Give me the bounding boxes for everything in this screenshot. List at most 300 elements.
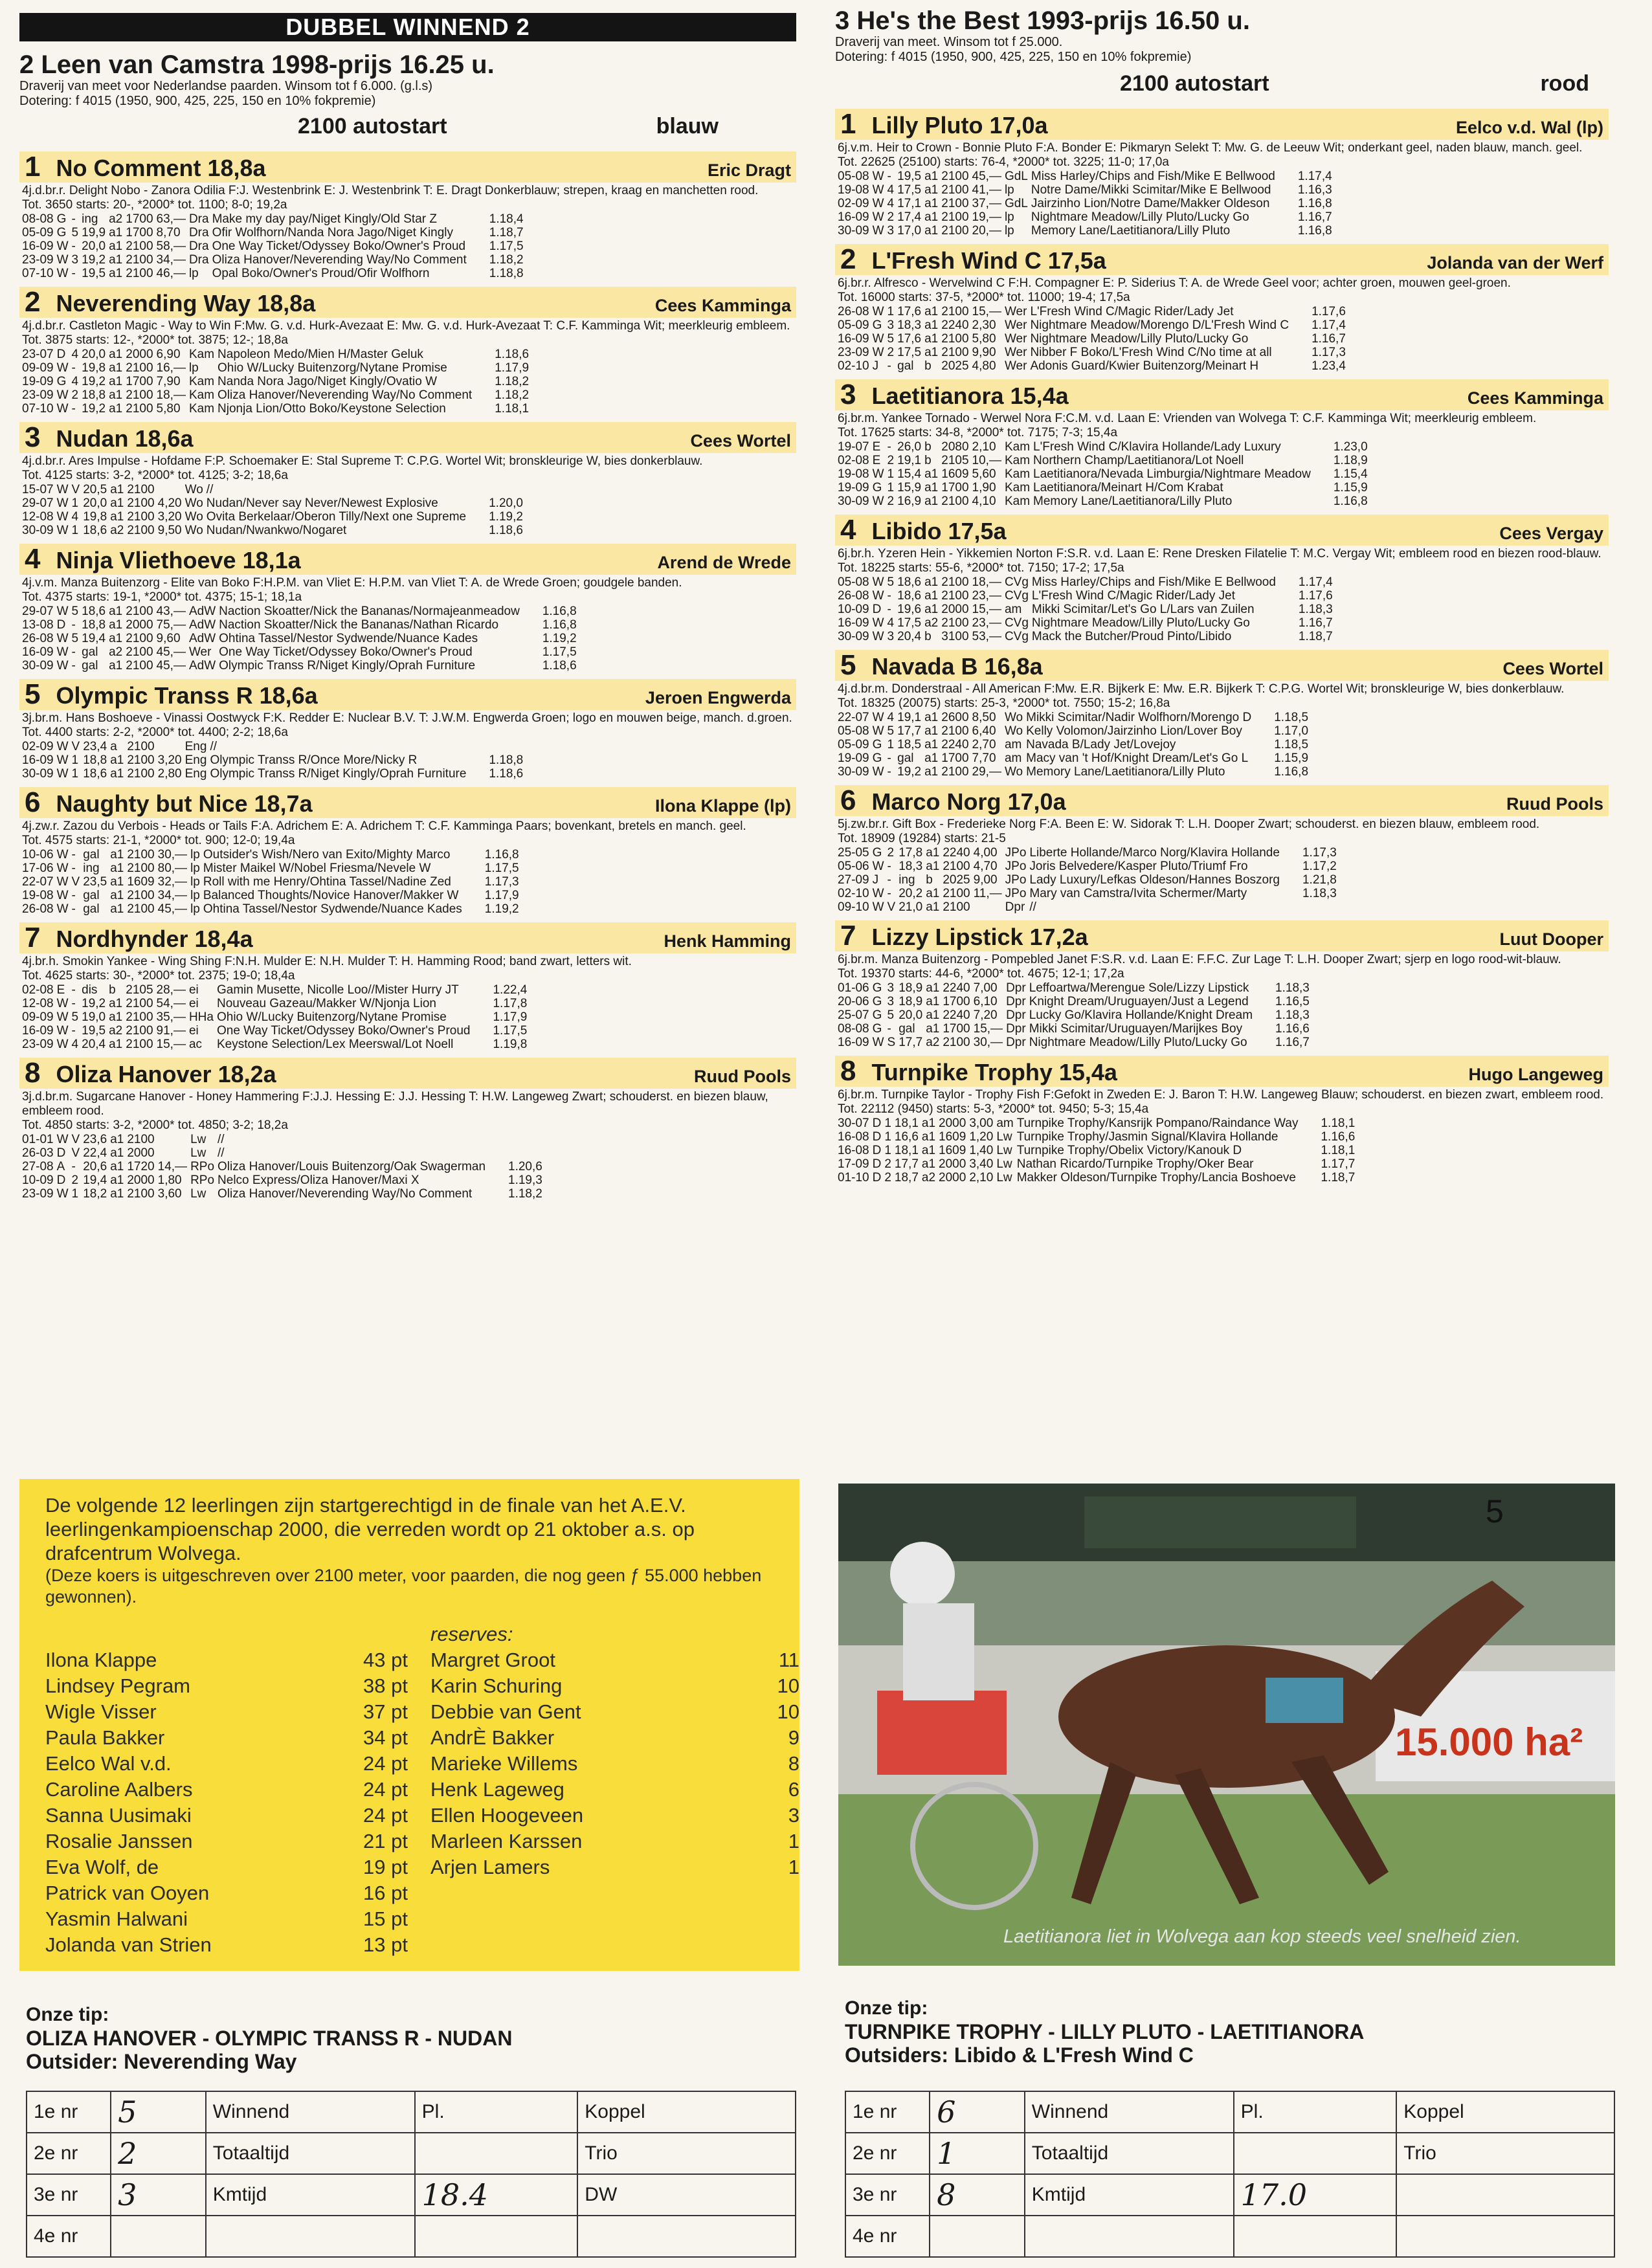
result-cell: 53,— <box>972 630 1001 643</box>
result-cell: Ofir Wolfhorn/Nanda Nora Jago/Niget Kingly <box>212 226 454 239</box>
result-cell: 19,8 <box>83 510 107 524</box>
result-cell: 4,70 <box>973 860 998 873</box>
result-cell: Oliza Hanover/Neverending Way/No Comment <box>218 388 473 402</box>
result-cell: Olympic Transs R/Niget Kingly/Oprah Furniture <box>210 767 467 781</box>
result-cell: 08-08 <box>838 1022 869 1036</box>
result-cell: Outsider's Wish/Nero van Exito/Mighty Marco <box>203 848 451 862</box>
results-table <box>838 711 1312 779</box>
result-cell: lp <box>188 361 199 375</box>
result-cell: 6,40 <box>972 724 996 738</box>
result-cell: 18,3 <box>899 860 923 873</box>
result-cell: Wo <box>1004 765 1023 779</box>
horse-totals: Tot. 3650 starts: 20-, *2000* tot. 1100; 8-0; 19,2a <box>22 198 287 212</box>
result-cell: a1 <box>924 170 939 183</box>
result-cell: - <box>887 1022 891 1036</box>
race-color: blauw <box>656 114 719 139</box>
result-cell: 17,7 <box>894 1157 919 1171</box>
result-row <box>22 361 532 375</box>
reserve-row <box>430 1725 799 1751</box>
bet-cell: 4e nr <box>27 2216 111 2257</box>
result-cell: 20,0 <box>82 239 106 253</box>
result-cell: // <box>1029 900 1036 914</box>
result-cell: GdL <box>1004 197 1028 210</box>
result-cell: 1.18,7 <box>489 226 524 239</box>
result-cell: W <box>872 860 884 873</box>
results-table <box>22 848 522 916</box>
result-cell: 10-09 <box>22 1173 54 1187</box>
result-cell: a1 <box>924 495 939 508</box>
result-cell: Dpr <box>1006 1022 1026 1036</box>
bet-cell <box>1234 2133 1397 2174</box>
result-cell: Dra <box>188 212 209 226</box>
result-cell: W <box>872 1036 884 1049</box>
result-cell: 19-09 <box>838 481 869 495</box>
bet-cell <box>206 2216 415 2257</box>
horse-number: 7 <box>840 920 856 951</box>
result-cell: 7,00 <box>973 981 998 995</box>
result-cell: 2000 <box>939 1117 966 1130</box>
result-cell: 25-07 <box>838 1008 869 1022</box>
result-cell: 05-09 <box>22 226 54 239</box>
result-row <box>22 767 526 781</box>
result-cell: gal <box>83 848 100 862</box>
student-points: 34 pt <box>363 1726 408 1749</box>
horse-totals: Tot. 18909 (19284) starts: 21-5 <box>838 832 1006 845</box>
result-cell: G <box>872 738 882 751</box>
result-cell: 23,— <box>972 616 1001 630</box>
horse-driver: Cees Vergay <box>1499 524 1603 543</box>
result-cell: 1.17,8 <box>493 997 528 1010</box>
result-cell: a1 <box>110 767 124 781</box>
result-cell: 15,— <box>156 1038 186 1051</box>
result-cell: 41,— <box>972 183 1001 197</box>
result-cell: 7,90 <box>156 375 181 388</box>
result-cell <box>158 1133 190 1146</box>
result-cell: 2100 <box>941 495 969 508</box>
result-cell: 1.18,7 <box>1321 1171 1356 1184</box>
reserve-points: 6 <box>788 1778 799 1801</box>
result-cell: 1 <box>71 753 79 767</box>
result-cell: a <box>110 740 117 753</box>
result-cell: a1 <box>924 332 939 346</box>
result-cell: Nightmare Meadow/Lilly Pluto/Lucky Go <box>1030 332 1249 346</box>
result-cell: Nightmare Meadow/Lilly Pluto/Lucky Go <box>1029 1036 1247 1049</box>
horse-entry <box>835 650 1609 779</box>
result-cell: Opal Boko/Owner's Proud/Ofir Wolfhorn <box>212 267 430 280</box>
horse-name: 4 Libido 17,5a <box>840 514 1007 546</box>
result-cell: 1609 <box>939 1144 966 1157</box>
result-cell: 2000 <box>126 348 153 361</box>
result-cell: 11,— <box>973 887 1002 900</box>
result-cell: D <box>872 1130 882 1144</box>
result-cell <box>489 1133 546 1146</box>
result-cell: a1 <box>924 481 939 495</box>
result-cell: Lady Luxury/Lefkas Oldeson/Hannes Boszorg <box>1029 873 1280 887</box>
result-cell: 30-09 <box>838 765 869 779</box>
result-cell: 1,90 <box>972 481 996 495</box>
student-name: Eva Wolf, de <box>45 1856 159 1878</box>
result-cell: 1.18,7 <box>1298 630 1333 643</box>
bet-cell <box>1396 2174 1614 2216</box>
result-row <box>22 983 530 997</box>
result-cell: 18,3 <box>897 318 922 332</box>
result-cell: 4 <box>71 510 79 524</box>
tip-outsider: Outsider: Neverending Way <box>26 2050 297 2073</box>
bet-cell: Totaaltijd <box>206 2133 415 2174</box>
result-cell: - <box>71 902 76 916</box>
race-conditions: Draverij van meet. Winsom tot f 25.000. <box>835 35 1063 49</box>
student-points: 15 pt <box>363 1907 408 1930</box>
result-cell: W <box>872 887 884 900</box>
bet-pick: 6 <box>930 2091 1025 2133</box>
result-cell: 45,— <box>157 902 188 916</box>
horse-pedigree: 4j.d.br.r. Castleton Magic - Way to Win F:Mw. G. v.d. Hurk-Avezaat E: Mw. G. v.d. Hurk-Avezaat T: C.F. Kamminga Wit; meerkleurig embleem. <box>22 319 790 333</box>
results-table <box>22 983 530 1051</box>
result-cell: 1 <box>71 524 79 537</box>
result-cell: 2100 <box>126 361 153 375</box>
result-cell: 2100 <box>941 332 969 346</box>
horse-name: 3 Nudan 18,6a <box>25 421 194 453</box>
result-cell: a1 <box>109 239 123 253</box>
result-cell: 22-07 <box>22 875 54 889</box>
result-cell: V <box>71 483 80 496</box>
result-cell: 2240 <box>941 738 969 751</box>
reserve-name: Margret Groot <box>430 1649 555 1671</box>
result-cell: 1.17,4 <box>1297 170 1332 183</box>
result-cell: 2240 <box>941 318 969 332</box>
result-cell: 1.17,5 <box>542 645 577 659</box>
result-cell: 19,2 <box>82 402 106 416</box>
result-cell: a1 <box>924 724 939 738</box>
result-cell: 1.18,6 <box>495 348 530 361</box>
result-cell: 2100 <box>127 862 155 875</box>
result-cell: 2100 <box>126 1024 153 1038</box>
result-cell: 09-09 <box>22 361 54 375</box>
result-cell: 2100 <box>941 224 969 238</box>
result-cell: W <box>56 402 69 416</box>
horse-number: 3 <box>840 379 856 410</box>
result-cell: a1 <box>926 860 940 873</box>
result-cell: 5 <box>887 1008 895 1022</box>
result-cell: 3,40 <box>969 1157 994 1171</box>
students-list <box>45 1647 408 1958</box>
result-row <box>22 1146 546 1160</box>
result-cell: 32,— <box>157 875 188 889</box>
result-cell: 1.17,2 <box>1302 860 1337 873</box>
result-cell: 75,— <box>156 618 186 632</box>
result-cell: 30-09 <box>22 767 54 781</box>
result-cell: 30-09 <box>22 659 54 673</box>
result-cell: 16-09 <box>22 1024 54 1038</box>
result-cell: Wer <box>1004 359 1027 373</box>
result-cell: b <box>924 454 932 467</box>
bet-row <box>27 2174 796 2216</box>
horse-totals: Tot. 4575 starts: 21-1, *2000* tot. 900; 12-0; 19,4a <box>22 834 295 847</box>
result-row <box>22 1160 546 1173</box>
students-note: (Deze koers is uitgeschreven over 2100 meter, voor paarden, die nog geen ƒ 55.000 hebben gewonnen). <box>45 1566 762 1606</box>
result-cell: 1.18,6 <box>542 659 577 673</box>
result-cell: 02-10 <box>838 359 869 373</box>
result-cell: 2000 <box>941 603 969 616</box>
result-cell: 1.16,7 <box>1312 332 1346 346</box>
result-cell: W <box>56 253 69 267</box>
result-row <box>838 1008 1313 1022</box>
result-row <box>838 1144 1358 1157</box>
student-points: 24 pt <box>363 1804 408 1827</box>
result-cell: W <box>56 1038 69 1051</box>
bet-cell: Pl. <box>415 2091 578 2133</box>
result-cell: a1 <box>921 1117 936 1130</box>
result-cell: 2100 <box>941 210 969 224</box>
horse-pedigree: 6j.br.m. Manza Buitenzorg - Pompebled Janet F:S.R. v.d. Laan E: F.F.C. Zur Lage T: L.H. Dooper Zwart; sjerp en logo rood-wit-blauw. <box>838 953 1561 966</box>
result-cell: b <box>109 983 116 997</box>
tip-outsider: Outsiders: Libido & L'Fresh Wind C <box>845 2043 1194 2067</box>
result-cell: G <box>56 226 67 239</box>
result-row <box>838 873 1340 887</box>
horse-name: 4 Ninja Vliethoeve 18,1a <box>25 543 301 575</box>
horse-entry <box>835 379 1609 508</box>
reserve-row <box>430 1751 799 1777</box>
result-cell: a1 <box>924 738 939 751</box>
result-cell: 3 <box>887 630 895 643</box>
result-cell: 37,— <box>972 197 1001 210</box>
result-cell: E <box>56 983 65 997</box>
student-points: 24 pt <box>363 1778 408 1801</box>
reserve-name: Debbie van Gent <box>430 1700 581 1723</box>
result-cell: 45,— <box>156 645 186 659</box>
result-row <box>22 605 580 618</box>
horse-number: 3 <box>25 421 41 453</box>
result-cell: Eng <box>184 753 207 767</box>
bet-cell: 17.0 <box>1234 2174 1397 2216</box>
result-cell: W <box>872 616 884 630</box>
result-row <box>22 510 526 524</box>
result-cell: 2100 <box>126 388 153 402</box>
result-cell: 18,5 <box>897 738 922 751</box>
result-cell: - <box>887 440 891 454</box>
bet-cell: Trio <box>1396 2133 1614 2174</box>
result-cell: 5 <box>887 332 895 346</box>
horse-driver: Luut Dooper <box>1499 929 1603 949</box>
result-cell: 07-10 <box>22 267 54 280</box>
result-cell: 26-08 <box>22 902 54 916</box>
result-cell: 20,— <box>972 224 1001 238</box>
reserve-points: 9 <box>788 1726 799 1749</box>
result-row <box>22 1187 546 1201</box>
result-cell: W <box>872 346 884 359</box>
result-cell: Make my day pay/Niget Kingly/Old Star Z <box>212 212 437 226</box>
result-cell: Kam <box>1004 440 1031 454</box>
result-cell: Laetitianora/Meinart H/Com Krabat <box>1033 481 1223 495</box>
result-cell: Leffoartwa/Merengue Sole/Lizzy Lipstick <box>1029 981 1249 995</box>
result-cell: G <box>872 995 882 1008</box>
result-row <box>838 751 1312 765</box>
result-row <box>838 860 1340 873</box>
result-cell: G <box>872 751 882 765</box>
result-cell: b <box>924 630 932 643</box>
result-cell: 1700 <box>941 751 969 765</box>
horse-pedigree: 6j.br.m. Yankee Tornado - Werwel Nora F:C.M. v.d. Laan E: Vrienden van Wolvega T: C.F. Kamminga Wit; meerkleurig embleem. <box>838 412 1537 425</box>
result-cell: D <box>872 1144 882 1157</box>
result-cell: Balanced Thoughts/Novice Hanover/Makker W <box>203 889 459 902</box>
result-cell: 3100 <box>941 630 969 643</box>
result-cell: 5 <box>71 1010 79 1024</box>
result-cell: 16-09 <box>838 1036 869 1049</box>
result-cell: a1 <box>924 197 939 210</box>
reserve-points: 8 <box>788 1752 799 1775</box>
result-cell: 17,1 <box>897 197 922 210</box>
student-points: 24 pt <box>363 1752 408 1775</box>
result-cell: 2100 <box>943 887 970 900</box>
result-cell: 2000 <box>127 1173 155 1187</box>
left-column <box>19 0 796 1201</box>
result-cell: W <box>56 767 69 781</box>
bet-row <box>27 2133 796 2174</box>
result-cell: 1.16,7 <box>1298 616 1333 630</box>
result-cell: 29,— <box>972 765 1001 779</box>
result-cell: lp <box>190 848 200 862</box>
result-row <box>838 603 1336 616</box>
result-cell: 05-09 <box>838 318 869 332</box>
result-row <box>838 359 1349 373</box>
result-cell: 34,— <box>156 253 186 267</box>
horse-driver: Henk Hamming <box>664 931 791 951</box>
results-table <box>22 212 527 280</box>
result-cell: W <box>56 902 69 916</box>
result-cell: 4,20 <box>157 496 182 510</box>
result-cell: 5 <box>71 632 79 645</box>
result-cell: 26-03 <box>22 1146 54 1160</box>
result-cell: 1.18,2 <box>489 253 524 267</box>
result-cell: Wo <box>184 496 203 510</box>
result-cell: 1.23,4 <box>1312 359 1346 373</box>
result-cell: 80,— <box>157 862 188 875</box>
result-cell: 1.17,5 <box>493 1024 528 1038</box>
result-cell: CVg <box>1004 589 1029 603</box>
student-points: 38 pt <box>363 1674 408 1697</box>
student-points: 21 pt <box>363 1830 408 1852</box>
result-cell: JPo <box>1005 860 1027 873</box>
result-cell: Kam <box>188 375 215 388</box>
result-cell: 2100 <box>127 753 155 767</box>
result-cell: Nelco Express/Oliza Hanover/Maxi X <box>218 1173 419 1187</box>
result-cell: 19-08 <box>838 467 869 481</box>
horse-driver: Jeroen Engwerda <box>645 688 791 707</box>
result-row <box>22 618 580 632</box>
student-name: Eelco Wal v.d. <box>45 1752 172 1775</box>
horse-number: 6 <box>25 786 41 818</box>
result-cell: a1 <box>921 1157 936 1171</box>
result-cell: a1 <box>109 361 123 375</box>
result-cell: lp <box>188 267 199 280</box>
horse-driver: Cees Kamminga <box>654 296 791 315</box>
result-cell: a1 <box>921 1130 936 1144</box>
result-cell: 45,— <box>156 659 186 673</box>
result-cell: 2100 <box>941 765 969 779</box>
result-cell: 20,4 <box>897 630 922 643</box>
result-cell: a1 <box>926 1008 940 1022</box>
result-cell: Nightmare Meadow/Morengo D/L'Fresh Wind C <box>1030 318 1289 332</box>
result-cell: Mikki Scimitar/Let's Go L/Lars van Zuilen <box>1031 603 1255 616</box>
result-row <box>838 738 1312 751</box>
horse-name: 5 Olympic Transs R 18,6a <box>25 678 318 710</box>
result-cell: 27-09 <box>838 873 869 887</box>
result-cell: a1 <box>926 900 940 914</box>
reserve-name: Arjen Lamers <box>430 1856 550 1878</box>
horse-name: 1 No Comment 18,8a <box>25 151 266 183</box>
result-cell: 2 <box>884 1171 891 1184</box>
result-cell: ei <box>188 997 199 1010</box>
result-cell: 16-09 <box>22 645 54 659</box>
horse-header <box>19 544 796 575</box>
horse-entry <box>19 151 796 280</box>
result-cell: 17-09 <box>838 1157 869 1171</box>
student-row <box>45 1803 408 1829</box>
result-cell: W <box>56 753 69 767</box>
result-cell: 1.15,9 <box>1333 481 1368 495</box>
result-cell: 35,— <box>156 1010 186 1024</box>
bet-cell: 1e nr <box>845 2091 930 2133</box>
result-row <box>22 659 580 673</box>
results-table <box>22 1133 546 1201</box>
reserve-points: 1 <box>788 1856 799 1878</box>
result-cell: Wo <box>184 524 203 537</box>
horse-list <box>19 151 796 1201</box>
result-cell: 1.16,6 <box>1275 1022 1310 1036</box>
result-row <box>22 375 532 388</box>
horse-pedigree: 3j.d.br.m. Sugarcane Hanover - Honey Hammering F:J.J. Hessing E: J.J. Hessing T: H.W. Langeweg Zwart; schouderst. en biezen blauw, embleem rood. <box>22 1090 768 1118</box>
result-cell: 4 <box>71 1038 79 1051</box>
result-row <box>838 210 1335 224</box>
result-cell: W <box>56 645 69 659</box>
result-cell: - <box>71 862 76 875</box>
result-cell: Gamin Musette, Nicolle Loo//Mister Hurry JT <box>216 983 459 997</box>
result-cell: Ohio W/Lucky Buitenzorg/Nytane Promise <box>218 361 447 375</box>
result-cell: 30-09 <box>838 630 869 643</box>
result-row <box>838 724 1312 738</box>
result-cell: 34,— <box>157 889 188 902</box>
result-cell: 1.15,4 <box>1333 467 1368 481</box>
result-cell: Memory Lane/Laetitianora/Lilly Pluto <box>1031 224 1231 238</box>
result-cell: a1 <box>109 388 123 402</box>
result-row <box>22 239 527 253</box>
result-cell: 2240 <box>943 981 970 995</box>
results-table <box>22 483 526 537</box>
race-conditions: Draverij van meet voor Nederlandse paarden. Winsom tot f 6.000. (g.l.s) <box>19 79 433 93</box>
student-name: Sanna Uusimaki <box>45 1804 192 1827</box>
result-cell: Olympic Transs R/Once More/Nicky R <box>210 753 418 767</box>
result-cell: a1 <box>926 887 940 900</box>
result-cell: Lw <box>996 1130 1012 1144</box>
result-cell: 1.16,8 <box>1274 765 1309 779</box>
student-name: Yasmin Halwani <box>45 1907 188 1930</box>
result-cell: One Way Ticket/Odyssey Boko/Owner's Proud <box>216 1024 471 1038</box>
result-cell: 1 <box>884 1144 891 1157</box>
result-cell: 2,80 <box>157 767 182 781</box>
students-intro: De volgende 12 leerlingen zijn startgerechtigd in de finale van het A.E.V. leerlingenkampioenschap 2000, die verreden wordt op 21 oktober a.s. op drafcentrum Wolvega. <box>45 1494 695 1564</box>
result-cell: Adonis Guard/Kwier Buitenzorg/Meinart H <box>1030 359 1259 373</box>
result-cell: Navada B/Lady Jet/Lovejoy <box>1026 738 1176 751</box>
tip-right <box>845 1997 1622 2067</box>
result-cell: - <box>887 887 891 900</box>
result-cell: Kam <box>1004 454 1031 467</box>
result-cell: 15-07 <box>22 483 54 496</box>
tip-left <box>26 2003 803 2073</box>
result-cell: 3 <box>887 224 895 238</box>
result-cell: // <box>210 740 217 753</box>
result-cell: 1720 <box>127 1160 155 1173</box>
horse-totals: Tot. 18225 starts: 55-6, *2000* tot. 7150; 17-2; 17,5a <box>838 561 1124 575</box>
